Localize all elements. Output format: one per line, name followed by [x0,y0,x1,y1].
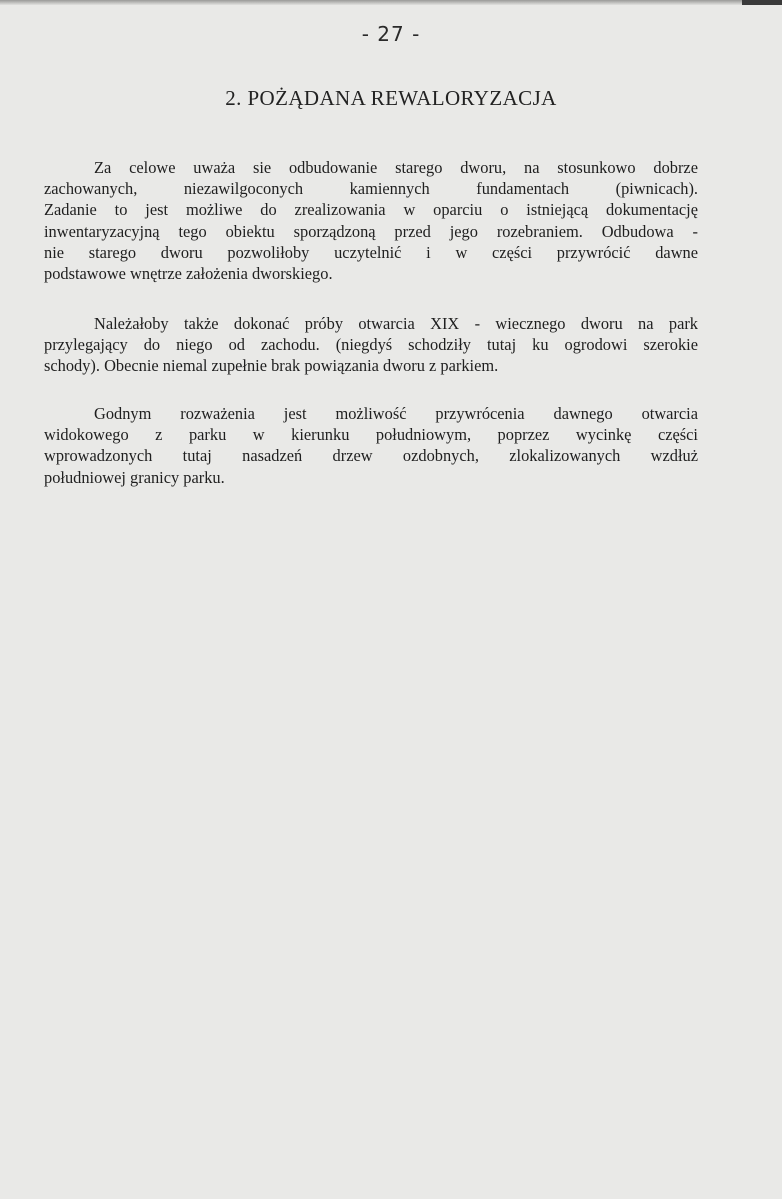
paragraph-line: zachowanych, niezawilgoconych kamiennych fundamentach (piwnicach). [44,179,698,199]
page-number: - 27 - [361,22,421,46]
paragraph-2 [44,313,698,377]
paragraph-line: nie starego dworu pozwoliłoby uczytelnić i w części przywrócić dawne [44,242,698,262]
scan-corner-shadow [742,0,782,5]
paragraph-line: podstawowe wnętrze założenia dworskiego. [44,264,333,284]
paragraph-line: Godnym rozważenia jest możliwość przywrócenia dawnego otwarcia [94,404,698,423]
paragraph-line: Zadanie to jest możliwe do zrealizowania w oparciu o istniejącą dokumentację [44,200,698,220]
paragraph-line: schody). Obecnie niemal zupełnie brak powiązania dworu z parkiem. [44,356,499,376]
paragraph-line: przylegający do niego od zachodu. (niegdyś schodziły tutaj ku ogrodowi szerokie [44,335,698,355]
section-title: 2. POŻĄDANA REWALORYZACJA [225,86,557,110]
paragraph-line: Należałoby także dokonać próby otwarcia XIX - wiecznego dworu na park [94,314,698,333]
paragraph-line: południowej granicy parku. [44,467,225,487]
paragraph-3 [44,403,698,488]
paragraph-line: widokowego z parku w kierunku południowym, poprzez wycinkę części [44,425,698,445]
paragraph-line: wprowadzonych tutaj nasadzeń drzew ozdobnych, zlokalizowanych wzdłuż [44,446,698,466]
paragraph-1 [44,157,698,284]
scan-top-edge [0,0,782,5]
paragraph-line: inwentaryzacyjną tego obiektu sporządzoną przed jego rozebraniem. Odbudowa - [44,221,698,241]
paragraph-line: Za celowe uważa sie odbudowanie starego dworu, na stosunkowo dobrze [94,158,698,177]
